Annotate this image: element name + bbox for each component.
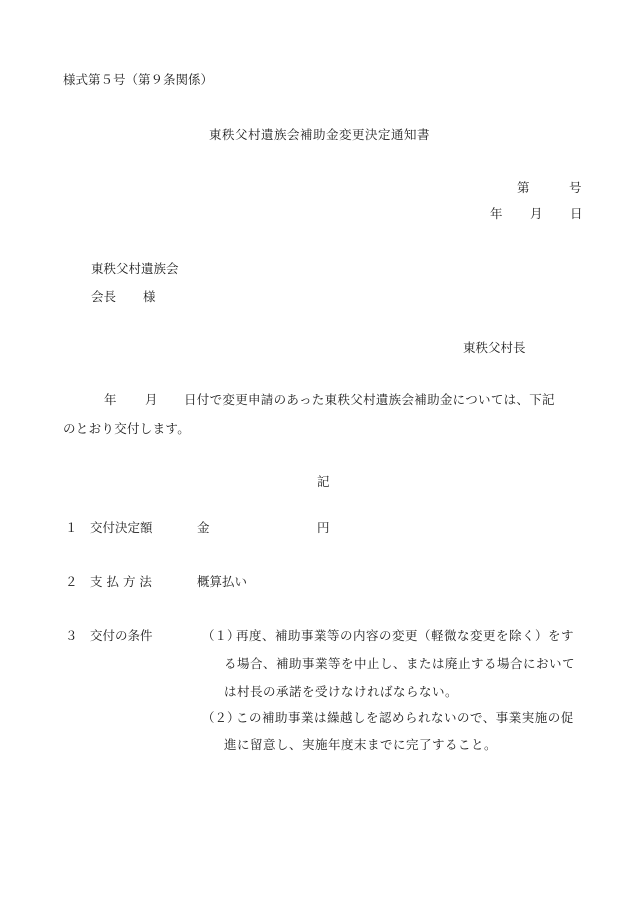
- ki-heading: 記: [317, 474, 330, 489]
- form-label: 様式第５号（第９条関係）: [63, 72, 214, 87]
- date-year: 年: [490, 206, 503, 221]
- item-3-number: ３: [65, 628, 78, 643]
- issuer-name: 東秩父村長: [463, 340, 526, 355]
- payment-method-value: 概算払い: [197, 574, 248, 589]
- body-line2: のとおり交付します。: [63, 421, 191, 436]
- item-2-number: ２: [65, 574, 78, 589]
- condition-1-line1: 再度、補助事業等の内容の変更（軽微な変更を除く）をす: [236, 628, 575, 643]
- recipient-position: 会長: [91, 289, 117, 304]
- reference-dai: 第: [517, 180, 530, 195]
- item-2-label: 支 払 方 法: [90, 574, 152, 589]
- recipient-honorific: 様: [143, 289, 156, 304]
- recipient-organization: 東秩父村遺族会: [91, 261, 179, 276]
- condition-2-line1: この補助事業は繰越しを認められないので、事業実施の促: [236, 710, 574, 725]
- date-day: 日: [570, 206, 583, 221]
- condition-1-number: （１）: [202, 628, 240, 643]
- reference-go: 号: [569, 180, 582, 195]
- body-year: 年: [104, 392, 117, 407]
- amount-unit: 円: [317, 520, 330, 535]
- item-1-number: １: [65, 520, 78, 535]
- body-line1: 日付で変更申請のあった東秩父村遺族会補助金については、下記: [184, 392, 555, 407]
- condition-2-line2: 進に留意し、実施年度末までに完了すること。: [224, 737, 498, 752]
- condition-1-line3: は村長の承諾を受けなければならない。: [224, 684, 459, 699]
- amount-prefix: 金: [197, 520, 210, 535]
- condition-2-number: （２）: [202, 710, 240, 725]
- item-3-label: 交付の条件: [90, 628, 153, 643]
- date-month: 月: [530, 206, 543, 221]
- document-title: 東秩父村遺族会補助金変更決定通知書: [209, 127, 431, 142]
- item-1-label: 交付決定額: [90, 520, 153, 535]
- body-month: 月: [145, 392, 158, 407]
- condition-1-line2: る場合、補助事業等を中止し、または廃止する場合において: [224, 656, 576, 671]
